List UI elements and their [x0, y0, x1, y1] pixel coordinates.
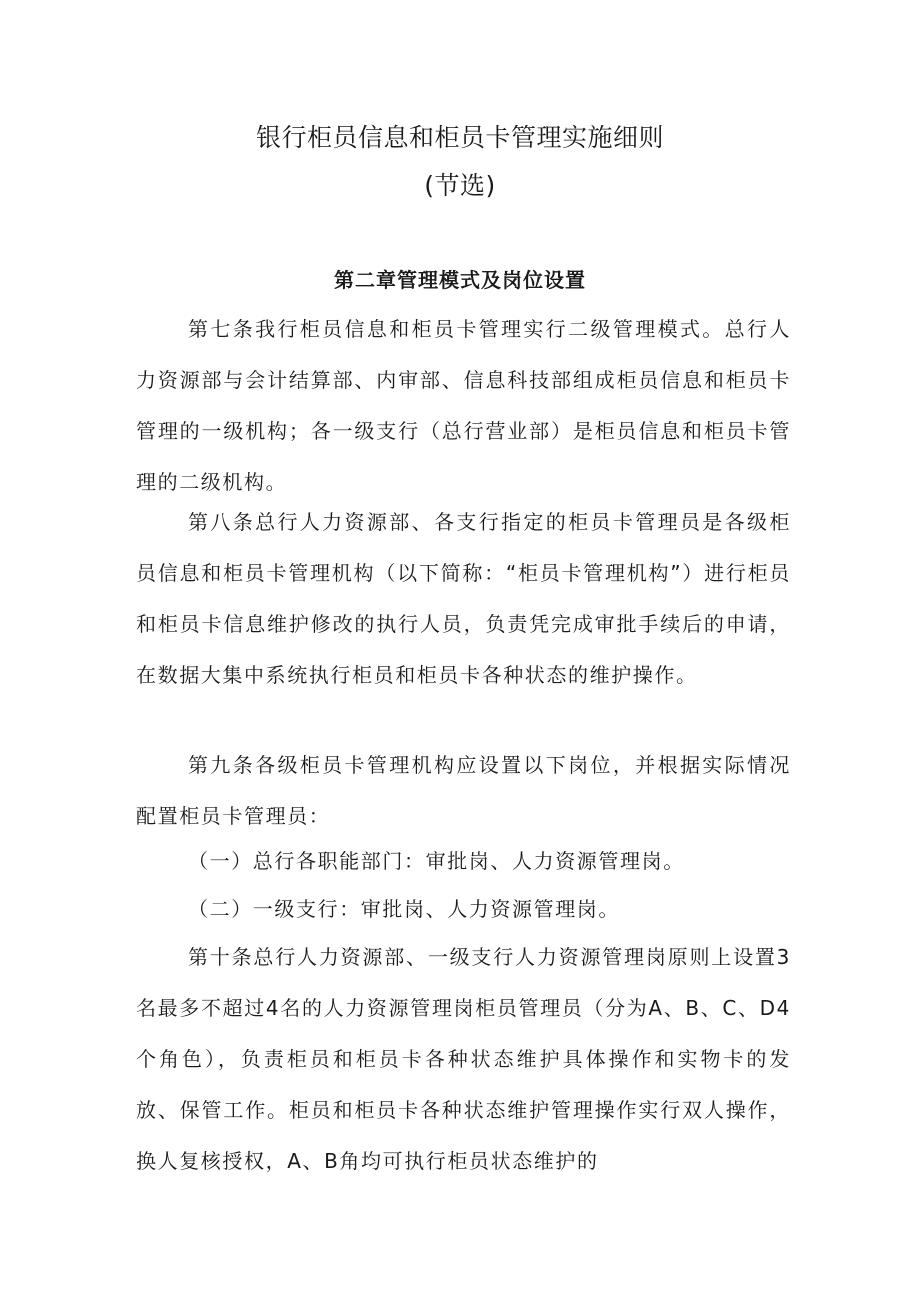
- document-subtitle: (节选): [424, 171, 496, 200]
- article-7-paragraph: 第七条我行柜员信息和柜员卡管理实行二级管理模式。总行人力资源部与会计结算部、内审部、信息科技部组成柜员信息和柜员卡管理的一级机构；各一级支行（总行营业部）是柜员信息和柜员卡管理的二级机构。: [136, 317, 791, 494]
- list-item-1: （一）总行各职能部门：审批岗、人力资源管理岗。: [188, 849, 685, 873]
- article-9-paragraph: 第九条各级柜员卡管理机构应设置以下岗位，并根据实际情况配置柜员卡管理员：: [136, 753, 791, 828]
- article-10-paragraph: 第十条总行人力资源部、一级支行人力资源管理岗原则上设置3名最多不超过4名的人力资源管理岗柜员管理员（分为A、B、C、D4个角色），负责柜员和柜员卡各种状态维护具体操作和实物卡的发放、保管工作。柜员和柜员卡各种状态维护管理操作实行双人操作，换人复核授权，A、B角均可执行柜员状态维护的: [136, 945, 791, 1173]
- chapter-heading: 第二章管理模式及岗位设置: [334, 268, 586, 292]
- list-item-2: （二）一级支行：审批岗、人力资源管理岗。: [188, 897, 620, 921]
- article-8-paragraph: 第八条总行人力资源部、各支行指定的柜员卡管理员是各级柜员信息和柜员卡管理机构（以下简称：“柜员卡管理机构”）进行柜员和柜员卡信息维护修改的执行人员，负责凭完成审批手续后的申请，在数据大集中系统执行柜员和柜员卡各种状态的维护操作。: [136, 510, 791, 687]
- document-title: 银行柜员信息和柜员卡管理实施细则: [255, 123, 664, 152]
